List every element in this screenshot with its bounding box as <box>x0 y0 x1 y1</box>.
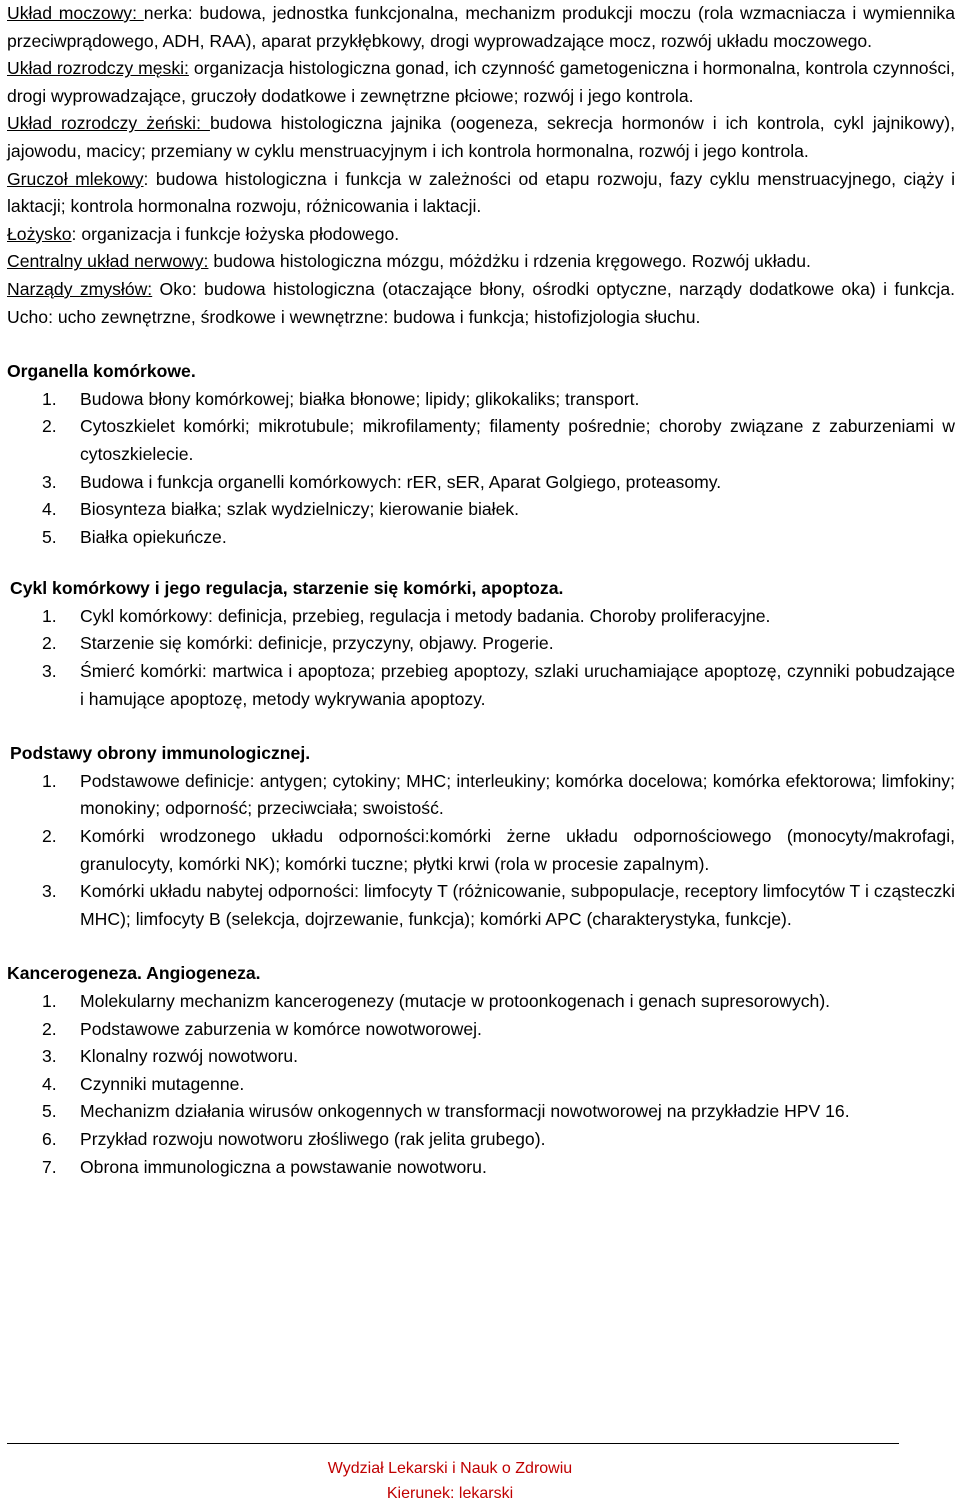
item-text: Budowa błony komórkowej; białka błonowe; lipidy; glikokaliks; transport. <box>80 388 640 409</box>
list-item <box>7 878 955 933</box>
item-number: 3. <box>42 881 57 902</box>
item-text: Budowa i funkcja organelli komórkowych: rER, sER, Aparat Golgiego, proteasomy. <box>80 471 722 492</box>
para-label: Łożysko <box>7 223 72 244</box>
section-list <box>7 988 955 1181</box>
list-item <box>7 988 955 1016</box>
item-text: Starzenie się komórki: definicje, przyczyny, objawy. Progerie. <box>80 633 554 654</box>
list-item <box>7 1154 955 1182</box>
section-list <box>7 603 955 713</box>
list-item <box>7 1071 955 1099</box>
para-label: Układ rozrodczy żeński: <box>7 113 210 134</box>
item-text: Białka opiekuńcze. <box>80 526 227 547</box>
para-cun <box>7 248 955 276</box>
footer-faculty: Wydział Lekarski i Nauk o Zdrowiu <box>327 1460 573 1477</box>
list-item <box>7 1016 955 1044</box>
list-item <box>7 413 955 468</box>
item-text: Klonalny rozwój nowotworu. <box>80 1046 299 1067</box>
section-title: Kancerogeneza. Angiogeneza. <box>7 963 261 984</box>
section-cykl-komorkowy <box>7 575 955 603</box>
item-number: 2. <box>42 1018 57 1039</box>
paragraph-block <box>7 0 955 331</box>
item-number: 4. <box>42 499 57 520</box>
para-label: Centralny układ nerwowy: <box>7 251 209 272</box>
item-text: Podstawowe definicje: antygen; cytokiny; MHC; interleukiny; komórka docelowa; komórka efektorowa; limfokiny; monokiny; odporność; przeciwciała; swoistość. <box>80 770 955 819</box>
item-text: Komórki wrodzonego układu odporności:komórki żerne układu odpornościowego (monocyty/makrofagi, granulocyty, komórki NK); komórki tuczne; płytki krwi (rola w procesie zapalnym). <box>80 826 955 874</box>
item-text: Przykład rozwoju nowotworu złośliwego (rak jelita grubego). <box>80 1128 546 1149</box>
para-label: Układ rozrodczy męski: <box>7 58 189 79</box>
item-text: Obrona immunologiczna a powstawanie nowotworu. <box>80 1156 487 1177</box>
list-item <box>7 1098 955 1126</box>
item-number: 1. <box>42 605 57 626</box>
item-text: Mechanizm działania wirusów onkogennych w transformacji nowotworowej na przykładzie HPV 16. <box>80 1101 850 1122</box>
para-text: : organizacja i funkcje łożyska płodowego. <box>71 223 400 244</box>
list-item <box>7 386 955 414</box>
item-text: Molekularny mechanizm kancerogenezy (mutacje w protoonkogenach i genach supresorowych). <box>80 991 831 1011</box>
item-number: 5. <box>42 526 57 547</box>
para-label: Gruczoł mlekowy <box>7 168 144 189</box>
list-item <box>7 524 955 552</box>
para-text: : budowa histologiczna i funkcja w zależności od etapu rozwoju, fazy cyklu menstruacyjnego, ciąży i laktacji; kontrola hormonalna rozwoju, różnicowania i laktacji. <box>7 168 955 217</box>
item-text: Cykl komórkowy: definicja, przebieg, regulacja i metody badania. Choroby proliferacyjne. <box>80 605 771 626</box>
section-organella <box>7 358 955 551</box>
para-uklad-rozrodczy-meski <box>7 55 955 110</box>
para-narzady-zmyslow <box>7 276 955 331</box>
para-label: Narządy zmysłów: <box>7 278 153 299</box>
item-number: 6. <box>42 1128 57 1149</box>
list-item <box>7 603 955 631</box>
list-item <box>7 1126 955 1154</box>
para-text: budowa histologiczna jajnika (oogeneza, sekrecja hormonów i ich kontrola, cykl jajnikowy), jajowodu, macicy; przemiany w cyklu menstruacyjnym i ich kontrola hormonalna, rozwój i jego kontrola. <box>7 113 955 161</box>
footer-divider <box>7 1443 899 1444</box>
item-text: Podstawowe zaburzenia w komórce nowotworowej. <box>80 1018 482 1039</box>
section-list <box>7 768 955 934</box>
section-title: Organella komórkowe. <box>7 361 196 382</box>
list-item <box>7 496 955 524</box>
item-number: 3. <box>42 1046 57 1067</box>
item-text: Cytoszkielet komórki; mikrotubule; mikrofilamenty; filamenty pośrednie; choroby związane z zaburzeniami w cytoszkielecie. <box>80 416 955 464</box>
item-number: 1. <box>42 770 57 791</box>
para-text: budowa histologiczna mózgu, móżdżku i rdzenia kręgowego. Rozwój układu. <box>208 251 811 272</box>
section-list <box>7 386 955 552</box>
item-number: 2. <box>42 416 57 437</box>
item-number: 7. <box>42 1156 57 1177</box>
item-number: 3. <box>42 661 57 682</box>
item-number: 3. <box>42 471 57 492</box>
item-text: Śmierć komórki: martwica i apoptoza; przebieg apoptozy, szlaki uruchamiające apoptozę, czynniki pobudzające i hamujące apoptozę, metody wykrywania apoptozy. <box>80 661 955 709</box>
list-item <box>7 630 955 658</box>
para-gruczol-mlekowy <box>7 166 955 221</box>
section-title: Podstawy obrony immunologicznej. <box>10 743 311 764</box>
section-obrona-immunologiczna <box>7 740 955 768</box>
item-number: 2. <box>42 633 57 654</box>
item-text: Biosynteza białka; szlak wydzielniczy; kierowanie białek. <box>80 499 520 520</box>
item-number: 1. <box>42 388 57 409</box>
list-item <box>7 658 955 713</box>
item-number: 4. <box>42 1073 57 1094</box>
section-title: Cykl komórkowy i jego regulacja, starzenie się komórki, apoptoza. <box>10 578 564 599</box>
item-number: 2. <box>42 826 57 847</box>
list-item <box>7 469 955 497</box>
section-kancerogeneza <box>7 960 955 988</box>
list-item <box>7 823 955 878</box>
item-number: 5. <box>42 1101 57 1122</box>
para-text: nerka: budowa, jednostka funkcjonalna, mechanizm produkcji moczu (rola wzmacniacza i wymiennika przeciwprądowego, ADH, RAA), aparat przykłębkowy, drogi wyprowadzające mocz, rozwój układu moczowego. <box>7 3 955 51</box>
item-text: Komórki układu nabytej odporności: limfocyty T (różnicowanie, subpopulacje, receptory limfocytów T i cząsteczki MHC); limfocyty B (selekcja, dojrzewanie, funkcja); komórki APC (charakterystyka, funkcje). <box>80 881 955 929</box>
para-text: Oko: budowa histologiczna (otaczające błony, ośrodki optyczne, narządy dodatkowe oka) i funkcja. Ucho: ucho zewnętrzne, środkowe i wewnętrzne: budowa i funkcja; histofizjologia słuchu. <box>7 278 955 327</box>
item-number: 1. <box>42 991 57 1011</box>
document-body <box>7 0 955 1181</box>
footer-programme: Kierunek: lekarski <box>386 1485 514 1502</box>
para-uklad-moczowy <box>7 0 955 55</box>
para-label: Układ moczowy: <box>7 3 144 23</box>
para-lozysko <box>7 221 955 249</box>
list-item <box>7 768 955 823</box>
para-text: organizacja histologiczna gonad, ich czynność gametogeniczna i hormonalna, kontrola czynności, drogi wyprowadzające, gruczoły dodatkowe i zewnętrzne płciowe; rozwój i jego kontrola. <box>7 58 955 106</box>
list-item <box>7 1043 955 1071</box>
para-uklad-rozrodczy-zenski <box>7 110 955 165</box>
item-text: Czynniki mutagenne. <box>80 1073 245 1094</box>
